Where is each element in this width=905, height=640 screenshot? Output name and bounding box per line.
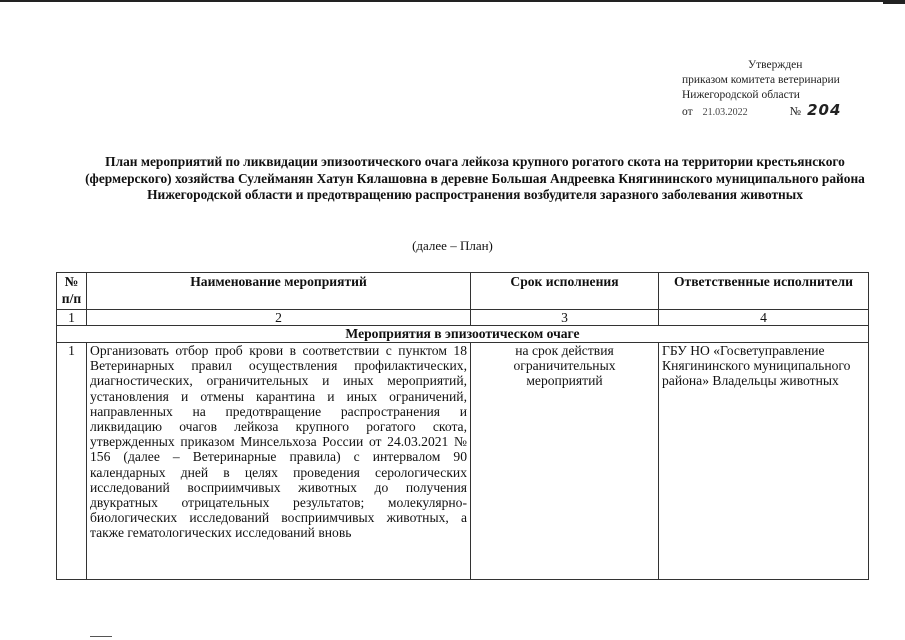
top-border-line — [0, 0, 905, 2]
approval-line-2: приказом комитета ветеринарии — [682, 74, 840, 86]
document-title: План мероприятий по ликвидации эпизоотического очага лейкоза крупного рогатого скота на территории крестьянского (фермерского) хозяйства Сулейманян Хатун Кялашовна в деревне Большая Андреевка Княгининского муниципального района Нижегородской области и предотвращению распространения возбудителя заразного заболевания животных — [85, 154, 865, 203]
row-number: 1 — [57, 343, 87, 580]
approval-date-line — [682, 103, 892, 120]
column-number: 3 — [471, 310, 659, 326]
page-bottom-mark — [90, 636, 112, 637]
header-responsible: Ответственные исполнители — [659, 273, 869, 310]
table-header-row — [57, 273, 869, 310]
approval-date: 21.03.2022 — [702, 107, 748, 118]
header-number: № п/п — [57, 273, 87, 310]
row-deadline: на срок действия ограничительных мероприятий — [471, 343, 659, 580]
approval-date-prefix: от — [682, 106, 693, 118]
row-action: Организовать отбор проб крови в соответствии с пунктом 18 Ветеринарных правил осуществления профилактических, диагностических, ограничительных и иных мероприятий, установления и отмены карантина и иных ограничений, направленных на предотвращение распространения и ликвидацию очагов лейкоза крупного рогатого скота, утвержденных приказом Минсельхоза России от 24.03.2021 № 156 (далее – Ветеринарные правила) с интервалом 90 календарных дней в целях проведения серологических исследований восприимчивых животных до получения двукратных отрицательных результатов; молекулярно-биологических исследований восприимчивых животных, а также гематологических исследований вновь — [87, 343, 471, 580]
approval-number: 204 — [807, 101, 842, 119]
section-row — [57, 326, 869, 343]
plan-table — [56, 272, 869, 580]
approval-number-sign: № — [789, 104, 802, 118]
column-number: 2 — [87, 310, 471, 326]
section-heading: Мероприятия в эпизоотическом очаге — [57, 326, 869, 343]
header-action: Наименование мероприятий — [87, 273, 471, 310]
column-number-row — [57, 310, 869, 326]
header-deadline: Срок исполнения — [471, 273, 659, 310]
corner-mark — [883, 2, 905, 4]
table-row — [57, 343, 869, 580]
column-number: 4 — [659, 310, 869, 326]
approval-line-3: Нижегородской области — [682, 89, 800, 101]
approval-stamp — [682, 58, 892, 120]
row-responsible: ГБУ НО «Госветуправление Княгининского муниципального района» Владельцы животных — [659, 343, 869, 580]
column-number: 1 — [57, 310, 87, 326]
approval-line-1: Утвержден — [748, 59, 803, 71]
document-subtitle: (далее – План) — [412, 238, 493, 253]
